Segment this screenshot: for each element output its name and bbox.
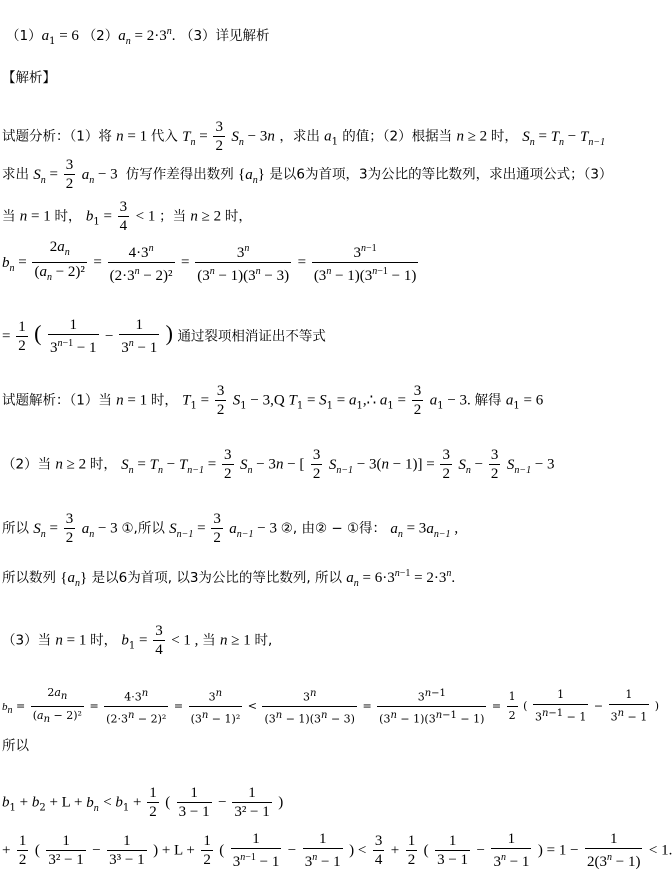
analysis-line-3: 当 n = 1 时， $b_1$ = $\frac{3}{4}$ < 1 ；当 n ≥ 2 时， bbox=[2, 199, 252, 234]
solution-line-3: 所以 $S_n$ = $\frac{3}{2}$ $a_n - 3$ ①,所以 $S_{n-1}$ = $\frac{3}{2}$ $a_{n-1} - 3$ ②, 由② − ①得： $a_n = 3a_{n-1}$ , bbox=[2, 511, 459, 546]
solution-line-5: （3）当 n = 1 时， $b_1$ = $\frac{3}{4}$ < 1 , 当 n ≥ 1 时, bbox=[2, 623, 273, 658]
section-heading: 【解析】 bbox=[2, 70, 56, 86]
analysis-line-1: 试题分析：（1）将 n = 1 代入 $T_n$ = $\frac{3}{2}$ $S_n - 3n$ ，求出 $a_1$ 的值；（2）根据当 n ≥ 2 时， $S_n = T_n - T_{n-1}$ bbox=[2, 119, 606, 154]
solution-line-6: $b_n$ = $\frac{2a_n}{(a_n - 2)^2}$ = $\frac{4\cdot 3^n}{(2\cdot 3^n - 2)^2}$ = $\frac{3^n}{(3^n - 1)^2}$ < $\frac{3^n}{(3^n - 1)(3^n - 3)}$ = $\frac{3^{n-1}}{(3^n - 1)(3^{n-1} - 1)}$ = $\frac{1}{2}$ ( $\frac{1}{3^{n-1} - 1}$ − $\frac{1}{3^n - 1}$ ) bbox=[2, 686, 660, 726]
answer-line: $(1)a_1 = 6$ $(2)a_n = 2\cdot 3^n$. （3）详见解析 bbox=[6, 26, 270, 47]
solution-line-4: 所以数列 $\{a_n\}$ 是以6为首项, 以3为公比的等比数列, 所以 $a_n = 6\cdot 3^{n-1} = 2\cdot 3^n$. bbox=[2, 568, 456, 589]
solution-line-9: + $\frac{1}{2}$ ( $\frac{1}{\text{3² − 1}}$ − $\frac{1}{\text{3³ − 1}}$ ) + L + $\frac{1}{2}$ ( $\frac{1}{3^{n-1} - 1}$ − $\frac{1}{3^n - 1}$ ) < $\frac{3}{4}$ + $\frac{1}{2}$ ( $\frac{1}{3 - 1}$ − $\frac{1}{3^n - 1}$ ) = 1 − $\frac{1}{2(3^n - 1)}$ < 1. bbox=[2, 831, 672, 870]
solution-line-2: （2）当 n ≥ 2 时， $S_n = T_n - T_{n-1}$ = $\frac{3}{2}$ $S_n - 3n$ − [ $\frac{3}{2}$ $S_{n-1} - 3(n - 1)$] = $\frac{3}{2}$ $S_n$ − $\frac{3}{2}$ $S_{n-1} - 3$ bbox=[2, 447, 555, 482]
solution-line-7: 所以 bbox=[2, 738, 29, 754]
analysis-line-4: $b_n$ = $\frac{2a_n}{(a_n - 2)^2}$ = $\frac{4\cdot 3^n}{(2\cdot 3^n - 2)^2}$ = $\frac{3^n}{(3^n - 1)(3^n - 3)}$ = $\frac{3^{n-1}}{(3^n - 1)(3^{n-1} - 1)}$ bbox=[2, 239, 417, 284]
solution-line-8: $b_1 + b_2 + L + b_n < b_1$ + $\frac{1}{2}$ ( $\frac{1}{3 - 1}$ − $\frac{1}{\text{3² − 1}}$ ) bbox=[2, 785, 284, 820]
analysis-line-2: 求出 $S_n$ = $\frac{3}{2}$ $a_n - 3$ 仿写作差得出数列 $\{a_n\}$ 是以6为首项，3为公比的等比数列，求出通项公式；（3） bbox=[2, 157, 613, 192]
analysis-line-5: = $\frac{1}{2}$ ( $\frac{1}{3^{n-1} - 1}$ − $\frac{1}{3^n - 1}$ ) 通过裂项相消证出不等式 bbox=[2, 317, 326, 356]
solution-line-1: 试题解析：（1）当 n = 1 时， $T_1$ = $\frac{3}{2}$ $S_1 - 3,Q$ $T_1 = S_1$ = $a_1,\therefore$ $a_1$ = $\frac{3}{2}$ $a_1 - 3$. 解得 $a_1 = 6$ bbox=[2, 383, 544, 418]
